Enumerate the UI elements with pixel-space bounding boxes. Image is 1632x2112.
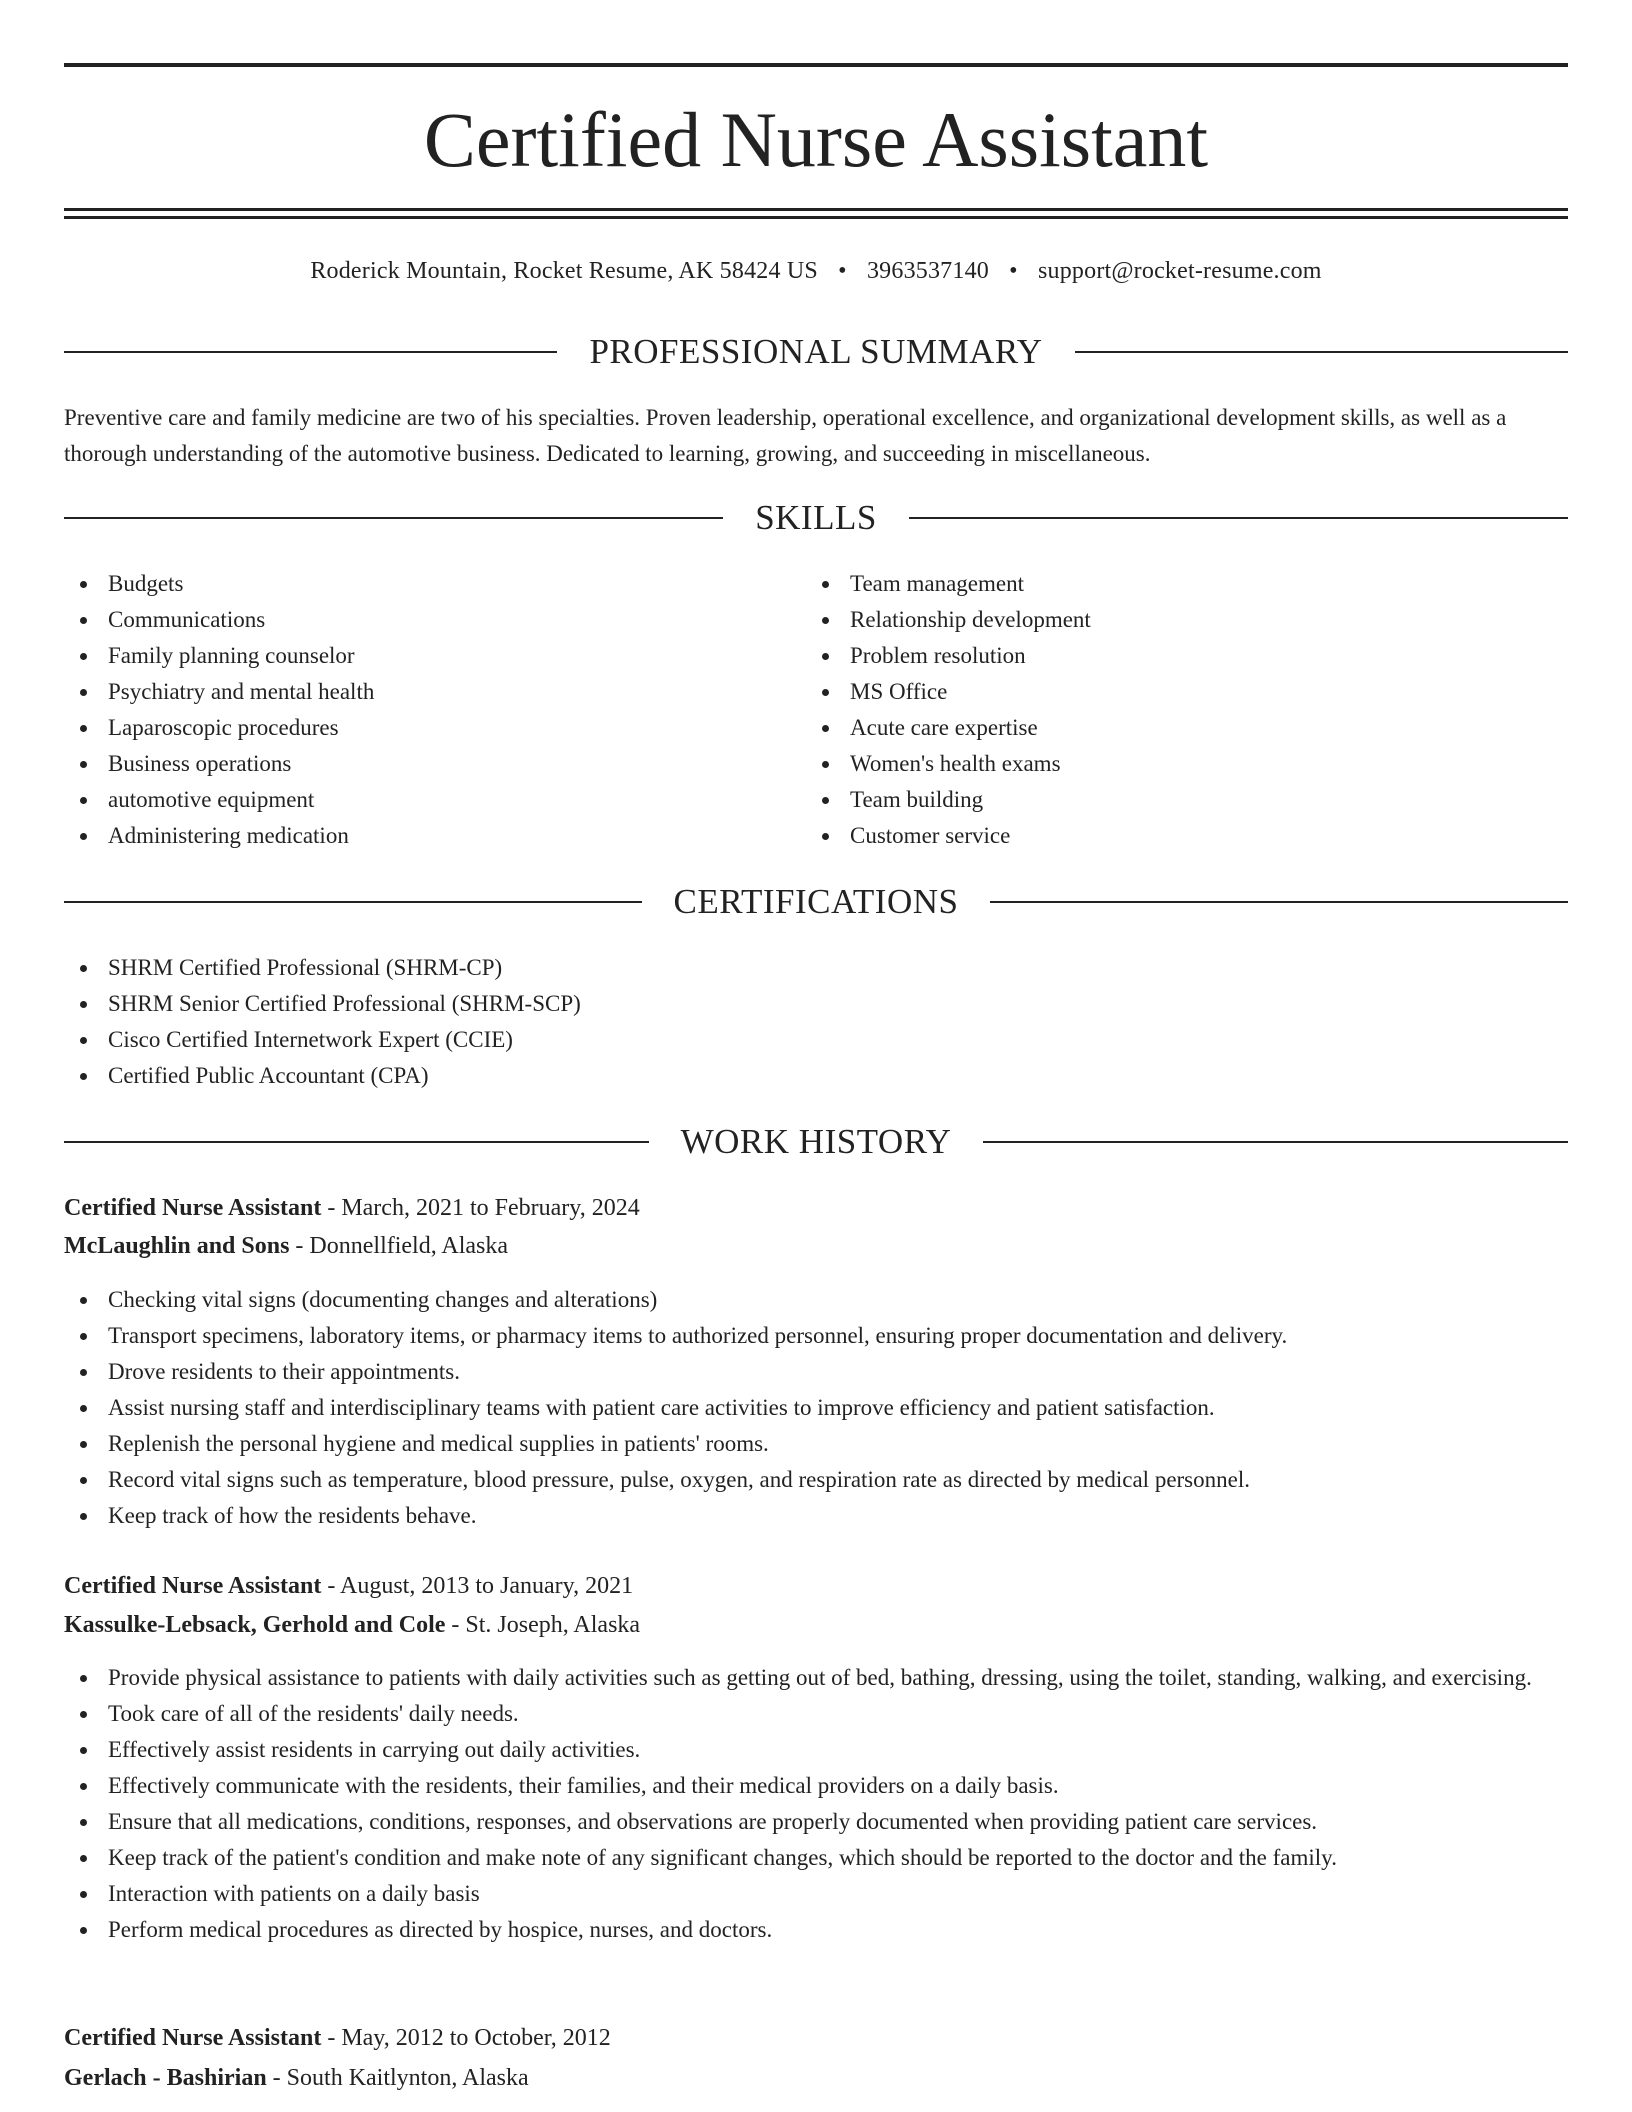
heading-rule	[64, 517, 723, 519]
job-company: Gerlach - Bashirian	[64, 2065, 267, 2091]
bullet-icon	[80, 1477, 87, 1484]
skills-list-left	[64, 566, 804, 854]
header-top-rule	[64, 63, 1568, 67]
job-company: Kassulke-Lebsack, Gerhold and Cole	[64, 1612, 446, 1638]
list-item	[806, 674, 1546, 710]
summary-text: Preventive care and family medicine are two of his specialties. Proven leadership, operational excellence, and organizational development skills, as well as a thorough understanding of the automotive business. Dedicated to learning, growing, and succeeding in miscellaneous.	[64, 405, 1507, 466]
bullet-icon	[80, 1855, 87, 1862]
list-item-text: automotive equipment	[108, 787, 315, 812]
bullet-icon	[80, 1819, 87, 1826]
list-item-text: Checking vital signs (documenting changes and alterations)	[108, 1287, 658, 1312]
list-item	[64, 746, 804, 782]
list-item-text: Team building	[850, 787, 984, 812]
list-item-text: Record vital signs such as temperature, blood pressure, pulse, oxygen, and respiration rate as directed by medical personnel.	[108, 1467, 1250, 1492]
list-item	[806, 602, 1546, 638]
job-company-line: McLaughlin and Sons - Donnellfield, Alaska	[64, 1233, 509, 1259]
list-item	[64, 1660, 1568, 1696]
bullet-icon	[822, 689, 829, 696]
bullet-icon	[80, 797, 87, 804]
skills-list-right	[806, 566, 1546, 854]
bullet-icon	[80, 653, 87, 660]
heading-rule	[64, 351, 557, 353]
list-item	[64, 986, 1568, 1022]
header-double-rule-upper	[64, 208, 1568, 211]
bullet-icon	[822, 761, 829, 768]
bullet-icon	[80, 1037, 87, 1044]
list-item-text: Communications	[108, 607, 266, 632]
list-item	[64, 1426, 1568, 1462]
bullet-icon	[80, 1073, 87, 1080]
list-item-text: Problem resolution	[850, 643, 1026, 668]
list-item-text: Took care of all of the residents' daily needs.	[108, 1701, 519, 1726]
heading-rule	[1075, 351, 1568, 353]
contact-email: support@rocket-resume.com	[1037, 258, 1322, 284]
job-duties-list	[64, 1282, 1568, 1534]
job-title-line: Certified Nurse Assistant - March, 2021 to February, 2024	[64, 1195, 640, 1221]
bullet-icon	[822, 725, 829, 732]
bullet-icon	[822, 617, 829, 624]
bullet-icon	[80, 1927, 87, 1934]
contact-separator: •	[838, 258, 847, 284]
list-item-text: Budgets	[108, 571, 184, 596]
list-item-text: Keep track of the patient's condition and make note of any significant changes, which should be reported to the doctor and the family.	[108, 1845, 1337, 1870]
list-item-text: Administering medication	[108, 823, 349, 848]
resume-title: Certified Nurse Assistant	[423, 96, 1209, 183]
list-item-text: Keep track of how the residents behave.	[108, 1503, 477, 1528]
list-item-text: Family planning counselor	[108, 643, 355, 668]
list-item	[64, 602, 804, 638]
list-item	[64, 638, 804, 674]
job-title-line: Certified Nurse Assistant - August, 2013 to January, 2021	[64, 1573, 634, 1599]
section-heading-certifications	[64, 880, 1568, 924]
bullet-icon	[822, 653, 829, 660]
bullet-icon	[80, 1711, 87, 1718]
list-item	[64, 710, 804, 746]
list-item	[806, 638, 1546, 674]
list-item	[64, 1318, 1568, 1354]
section-heading-work-history	[64, 1120, 1568, 1164]
list-item	[64, 1498, 1568, 1534]
list-item	[806, 746, 1546, 782]
contact-separator: •	[1009, 258, 1018, 284]
bullet-icon	[80, 581, 87, 588]
list-item	[64, 1354, 1568, 1390]
list-item	[64, 782, 804, 818]
job-dates: March, 2021 to February, 2024	[341, 1195, 640, 1221]
list-item	[64, 1696, 1568, 1732]
heading-rule	[909, 517, 1568, 519]
bullet-icon	[80, 1333, 87, 1340]
list-item-text: SHRM Senior Certified Professional (SHRM-SCP)	[108, 991, 581, 1016]
header-double-rule-lower	[64, 216, 1568, 219]
heading-rule	[983, 1141, 1568, 1143]
job-dates: May, 2012 to October, 2012	[341, 2025, 611, 2051]
job-dates: August, 2013 to January, 2021	[339, 1573, 634, 1599]
job-location: South Kaitlynton, Alaska	[286, 2065, 529, 2091]
list-item-text: Psychiatry and mental health	[108, 679, 375, 704]
list-item-text: MS Office	[850, 679, 948, 704]
certifications-list	[64, 950, 1568, 1094]
list-item-text: Transport specimens, laboratory items, or pharmacy items to authorized personnel, ensuring proper documentation and delivery.	[108, 1323, 1288, 1348]
bullet-icon	[80, 833, 87, 840]
list-item-text: Interaction with patients on a daily basis	[108, 1881, 480, 1906]
job-title-line: Certified Nurse Assistant - May, 2012 to October, 2012	[64, 2025, 611, 2051]
bullet-icon	[822, 833, 829, 840]
bullet-icon	[80, 965, 87, 972]
list-item-text: SHRM Certified Professional (SHRM-CP)	[108, 955, 503, 980]
bullet-icon	[80, 1891, 87, 1898]
list-item-text: Certified Public Accountant (CPA)	[108, 1063, 429, 1088]
job-location: Donnellfield, Alaska	[309, 1233, 509, 1259]
heading-rule	[64, 1141, 649, 1143]
list-item-text: Assist nursing staff and interdisciplinary teams with patient care activities to improve efficiency and patient satisfaction.	[108, 1395, 1215, 1420]
heading-rule	[990, 901, 1568, 903]
list-item	[64, 1840, 1568, 1876]
bullet-icon	[80, 761, 87, 768]
bullet-icon	[80, 1001, 87, 1008]
bullet-icon	[80, 725, 87, 732]
job-duties-list	[64, 1660, 1568, 1948]
list-item	[64, 1804, 1568, 1840]
list-item	[64, 950, 1568, 986]
bullet-icon	[80, 617, 87, 624]
bullet-icon	[80, 1297, 87, 1304]
bullet-icon	[80, 689, 87, 696]
bullet-icon	[80, 1369, 87, 1376]
job-company: McLaughlin and Sons	[64, 1233, 290, 1259]
list-item-text: Women's health exams	[850, 751, 1061, 776]
job-title: Certified Nurse Assistant	[64, 1195, 322, 1221]
list-item-text: Perform medical procedures as directed by hospice, nurses, and doctors.	[108, 1917, 773, 1942]
job-company-line: Kassulke-Lebsack, Gerhold and Cole - St. Joseph, Alaska	[64, 1612, 641, 1638]
list-item-text: Cisco Certified Internetwork Expert (CCIE)	[108, 1027, 513, 1052]
list-item-text: Customer service	[850, 823, 1011, 848]
section-heading-skills	[64, 496, 1568, 540]
list-item	[64, 1912, 1568, 1948]
list-item	[64, 566, 804, 602]
list-item	[64, 1768, 1568, 1804]
list-item	[64, 1058, 1568, 1094]
list-item	[64, 1462, 1568, 1498]
list-item	[64, 1390, 1568, 1426]
list-item	[64, 1876, 1568, 1912]
list-item-text: Replenish the personal hygiene and medical supplies in patients' rooms.	[108, 1431, 769, 1456]
list-item-text: Acute care expertise	[850, 715, 1038, 740]
section-title: PROFESSIONAL SUMMARY	[589, 332, 1043, 371]
heading-rule	[64, 901, 642, 903]
list-item-text: Effectively assist residents in carrying out daily activities.	[108, 1737, 641, 1762]
list-item	[806, 782, 1546, 818]
list-item	[64, 1022, 1568, 1058]
bullet-icon	[822, 797, 829, 804]
job-company-line: Gerlach - Bashirian - South Kaitlynton, Alaska	[64, 2065, 529, 2091]
list-item	[806, 710, 1546, 746]
list-item	[64, 674, 804, 710]
section-heading-summary	[64, 330, 1568, 374]
list-item-text: Laparoscopic procedures	[108, 715, 339, 740]
list-item	[64, 818, 804, 854]
list-item-text: Team management	[850, 571, 1025, 596]
list-item-text: Provide physical assistance to patients with daily activities such as getting out of bed, bathing, dressing, using the toilet, standing, walking, and exercising.	[108, 1665, 1532, 1690]
bullet-icon	[80, 1675, 87, 1682]
bullet-icon	[822, 581, 829, 588]
bullet-icon	[80, 1405, 87, 1412]
bullet-icon	[80, 1783, 87, 1790]
list-item	[64, 1732, 1568, 1768]
job-location: St. Joseph, Alaska	[465, 1612, 641, 1638]
list-item-text: Effectively communicate with the residents, their families, and their medical providers on a daily basis.	[108, 1773, 1059, 1798]
list-item-text: Drove residents to their appointments.	[108, 1359, 460, 1384]
contact-phone: 3963537140	[866, 258, 989, 284]
bullet-icon	[80, 1747, 87, 1754]
section-title: CERTIFICATIONS	[673, 882, 959, 921]
contact-address: Roderick Mountain, Rocket Resume, AK 58424 US	[310, 258, 818, 284]
bullet-icon	[80, 1513, 87, 1520]
bullet-icon	[80, 1441, 87, 1448]
contact-line	[64, 254, 1568, 288]
list-item-text: Ensure that all medications, conditions, responses, and observations are properly documented when providing patient care services.	[108, 1809, 1318, 1834]
list-item	[806, 566, 1546, 602]
list-item	[806, 818, 1546, 854]
list-item	[64, 1282, 1568, 1318]
section-title: WORK HISTORY	[680, 1122, 952, 1161]
job-title: Certified Nurse Assistant	[64, 1573, 322, 1599]
list-item-text: Relationship development	[850, 607, 1091, 632]
section-title: SKILLS	[755, 498, 877, 537]
job-title: Certified Nurse Assistant	[64, 2025, 322, 2051]
list-item-text: Business operations	[108, 751, 292, 776]
